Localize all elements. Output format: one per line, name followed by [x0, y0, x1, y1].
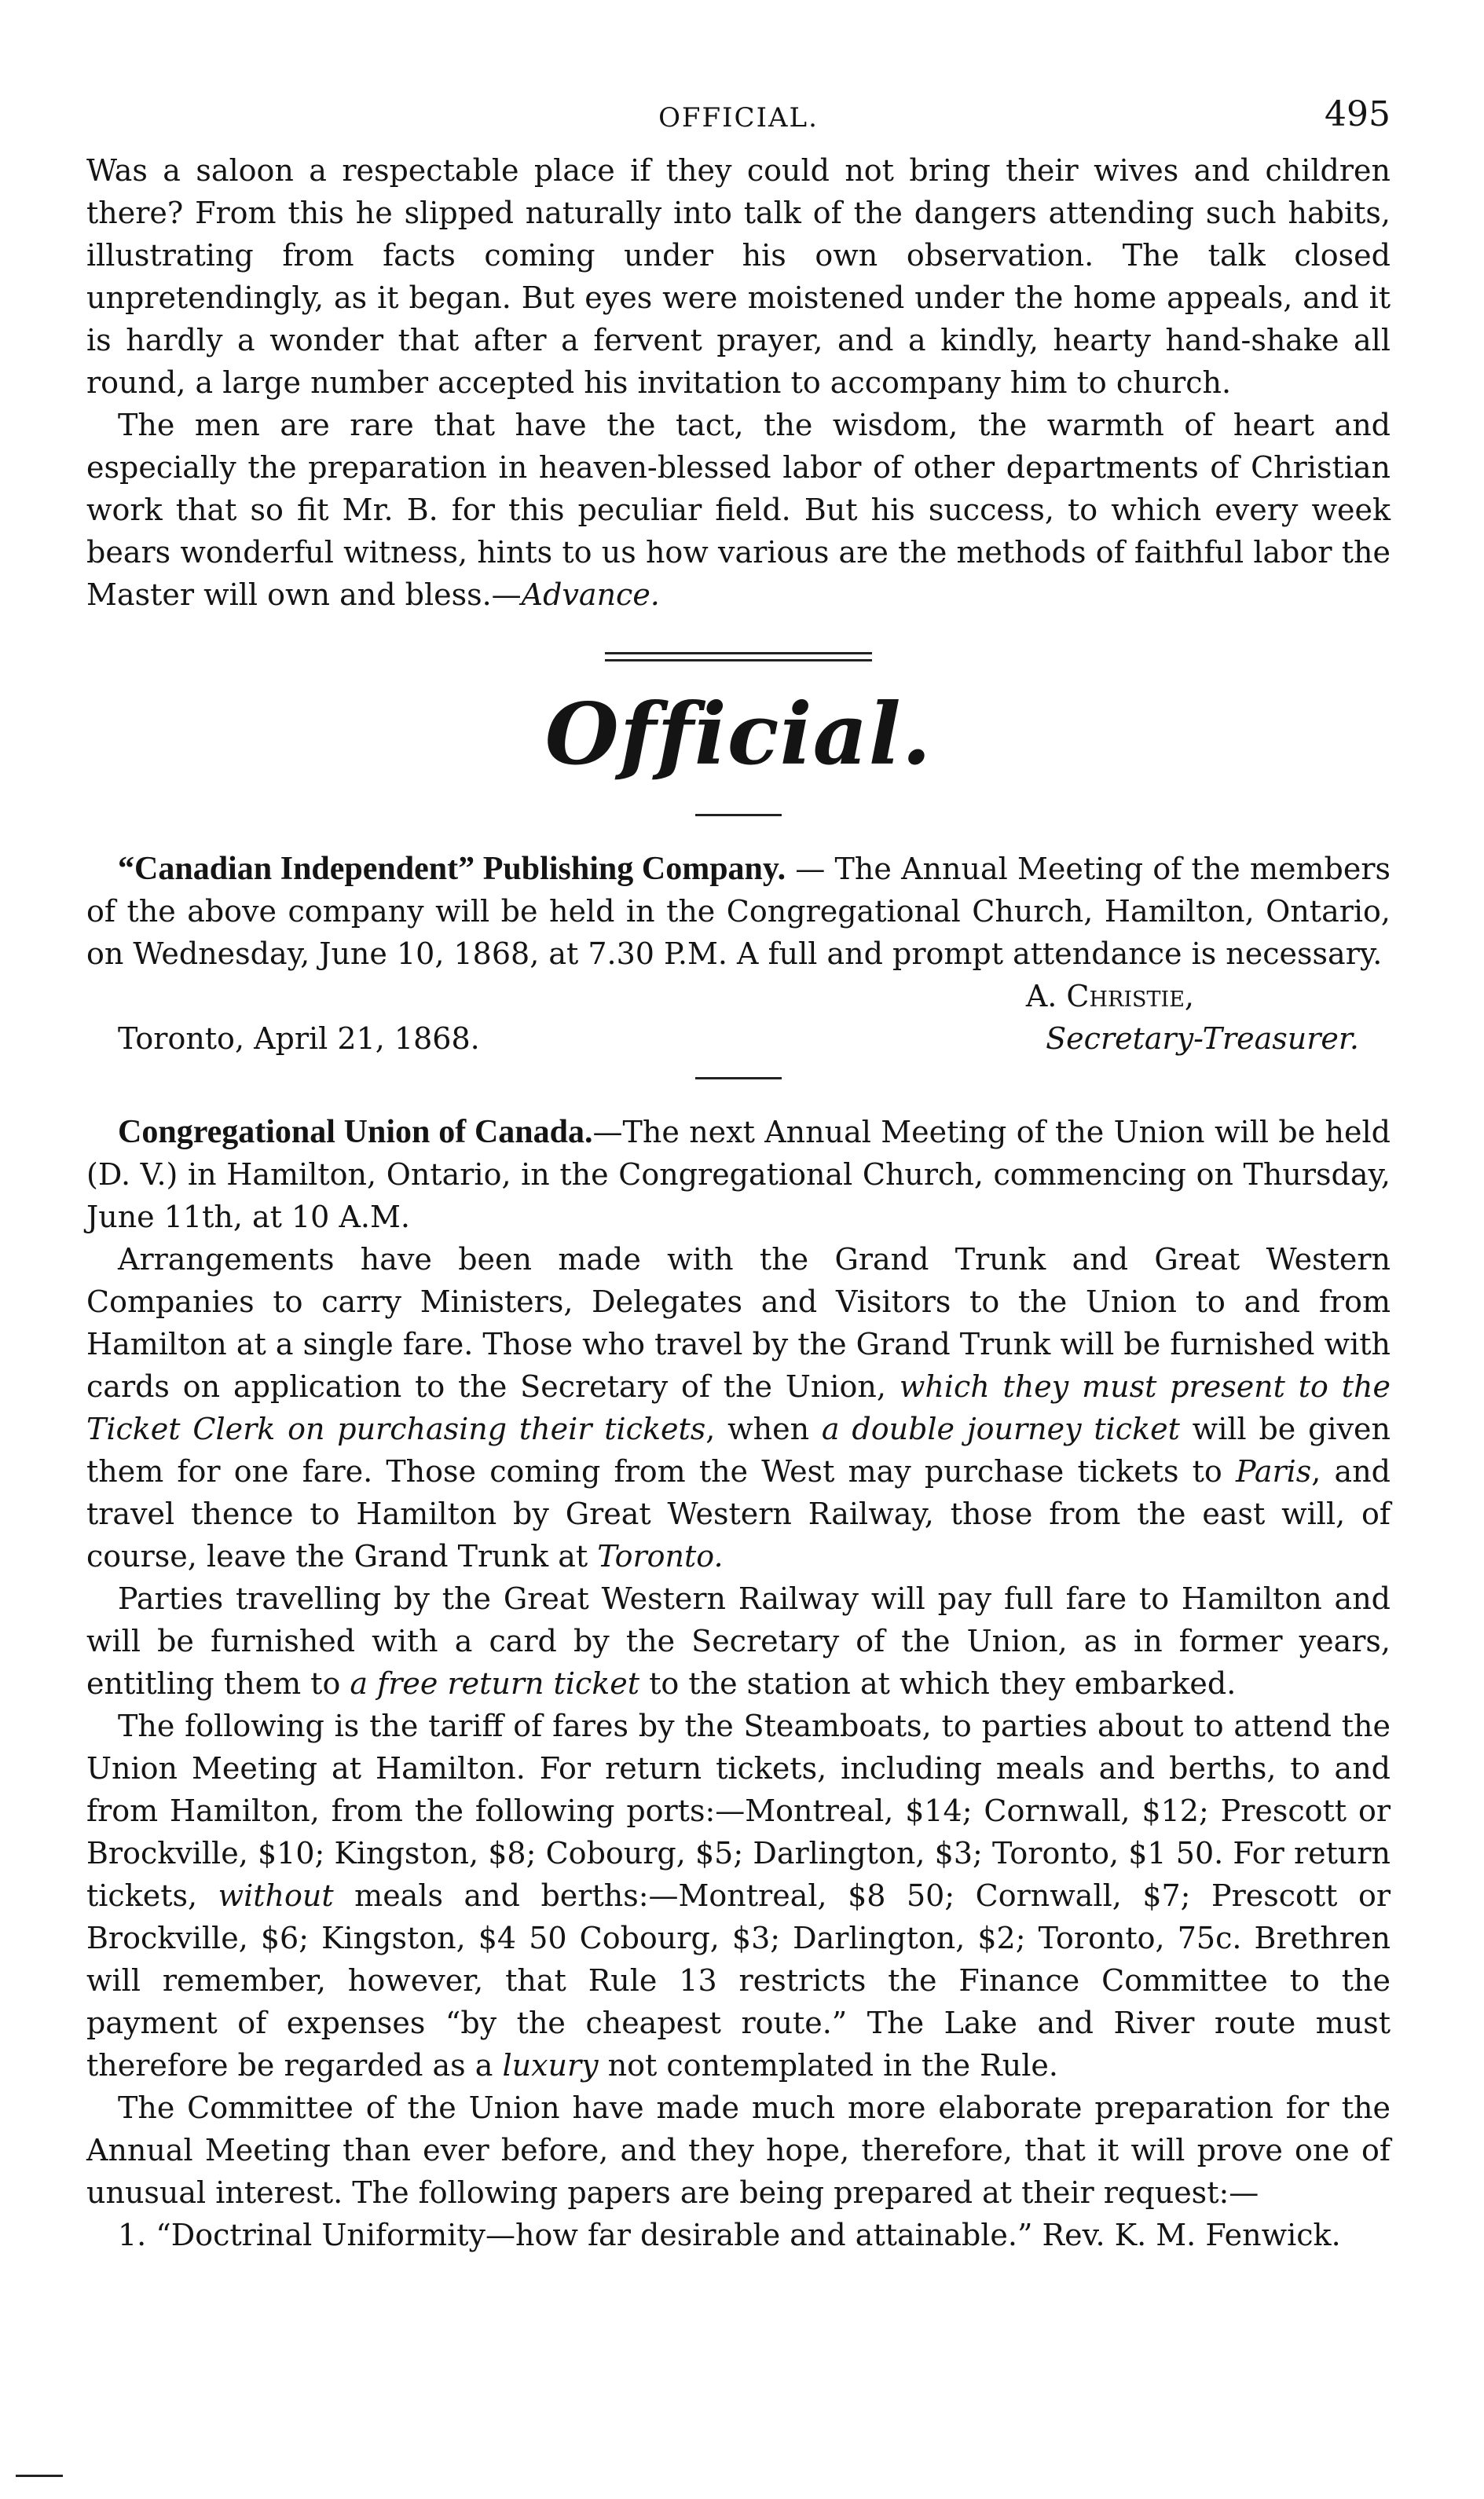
notice-title-2: Congregational Union of Canada.: [118, 1114, 593, 1150]
page: [86, 94, 1391, 2256]
intro-paragraph-1: Was a saloon a respectable place if they could not bring their wives and children there? From this he slipped naturally into talk of the dangers attending such habits, illustrating from facts coming under his own observation. The talk closed unpretendingly, as it began. But eyes were moistened under the home appeals, and it is hardly a wonder that after a fervent prayer, and a kindly, hearty hand-shake all round, a large number accepted his invitation to accompany him to church.: [86, 153, 1391, 400]
signer-role: Secretary-Treasurer.: [1046, 1021, 1359, 1056]
section-heading: Official.: [544, 685, 933, 784]
arrangements-paragraph: Arrangements have been made with the Grand Trunk and Great Western Companies to carry Ministers, Delegates and Visitors to the Union to and from Hamilton at a single fare. Those who travel by the Grand Trunk will be furnished with cards on application to the Secretary of the Union, which they must present to the Ticket Clerk on purchasing their tickets, when a double journey ticket will be given them for one fare. Those coming from the West may purchase tickets to Paris, and travel thence to Hamilton by Great Western Railway, those from the east will, of course, leave the Grand Trunk at Toronto.: [86, 1242, 1391, 1574]
committee-paragraph: The Committee of the Union have made much more elaborate preparation for the Annual Meeting than ever before, and they hope, therefore, that it will prove one of unusual interest. The following papers are being prepared at their request:—: [86, 2090, 1391, 2210]
double-rule-divider: [605, 652, 872, 661]
notice-publishing-company: [86, 848, 1391, 975]
notice-union-body: —The next Annual Meeting of the Union will be held (D. V.) in Hamilton, Ontario, in the Congregational Church, commencing on Thursday, June 11th, at 10 A.M.: [86, 1115, 1391, 1234]
running-title: OFFICIAL.: [658, 102, 819, 134]
running-head: [86, 94, 1391, 149]
intro-source: Advance.: [521, 577, 660, 612]
place-date: Toronto, April 21, 1868.: [118, 1021, 480, 1056]
tariff-paragraph: The following is the tariff of fares by the Steamboats, to parties about to attend the Union Meeting at Hamilton. For return tickets, including meals and berths, to and from Hamilton, from the following ports:—Montreal, $14; Cornwall, $12; Prescott or Brockville, $10; Kingston, $8; Cobourg, $5; Darlington, $3; Toronto, $1 50. For return tickets, without meals and berths:—Montreal, $8 50; Cornwall, $7; Prescott or Brockville, $6; Kingston, $4 50 Cobourg, $3; Darlington, $2; Toronto, 75c. Brethren will remember, however, that Rule 13 restricts the Finance Committee to the payment of expenses “by the cheapest route.” The Lake and River route must therefore be regarded as a luxury not contemplated in the Rule.: [86, 1709, 1391, 2083]
signer-name: A. Christie,: [1025, 979, 1194, 1013]
paper-list-item-1: 1. “Doctrinal Uniformity—how far desirable and attainable.” Rev. K. M. Fenwick.: [118, 2218, 1341, 2252]
intro-paragraph-2: [86, 404, 1391, 616]
parties-paragraph: Parties travelling by the Great Western Railway will pay full fare to Hamilton and will be furnished with a card by the Secretary of the Union, as in former years, entitling them to a free return ticket to the station at which they embarked.: [86, 1581, 1391, 1701]
notice-congregational-union: [86, 1111, 1391, 1238]
notice-title: “Canadian Independent” Publishing Company.: [118, 851, 786, 887]
short-rule-divider: [695, 814, 782, 816]
footer-mark: [16, 2475, 63, 2477]
signature-block: [86, 975, 1391, 1060]
intro-paragraph-2-text: The men are rare that have the tact, the wisdom, the warmth of heart and especially the preparation in heaven-blessed labor of other departments of Christian work that so fit Mr. B. for this peculiar field. But his success, to which every week bears wonderful witness, hints to us how various are the methods of faithful labor the Master will own and bless.—: [86, 408, 1391, 612]
page-number: 495: [1325, 94, 1391, 134]
notice-body: — The Annual Meeting of the members of the above company will be held in the Congregational Church, Hamilton, Ontario, on Wednesday, June 10, 1868, at 7.30 P.M. A full and prompt attendance is necessary.: [86, 852, 1391, 971]
short-rule-divider-2: [695, 1077, 782, 1079]
